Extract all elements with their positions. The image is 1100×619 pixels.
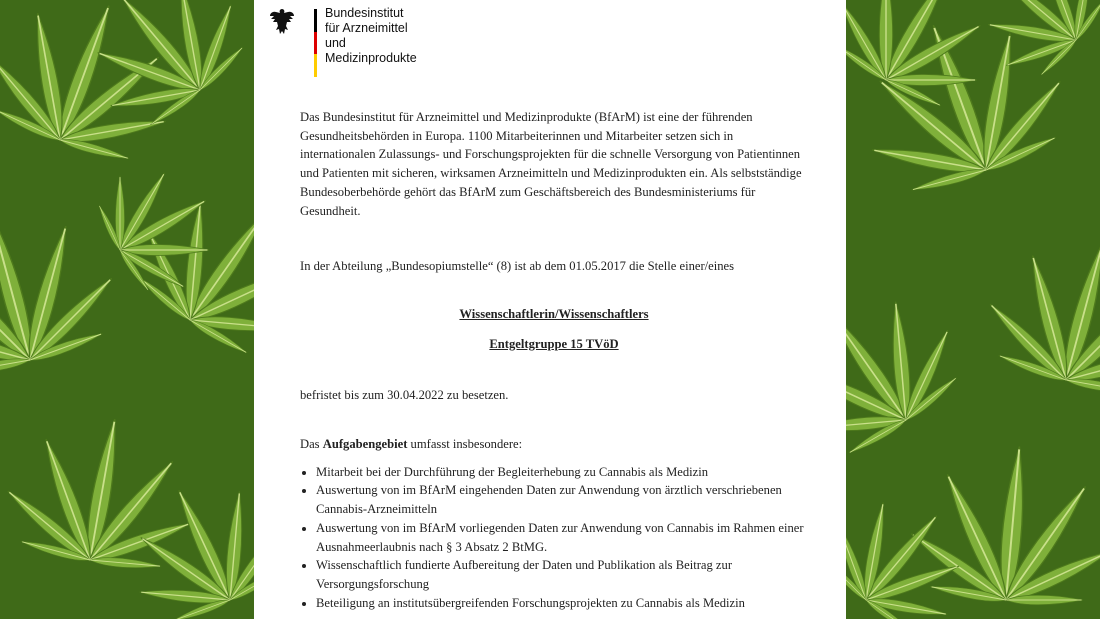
posting-body (300, 108, 808, 612)
pay-grade: Entgeltgruppe 15 TVöD (489, 336, 619, 351)
logo-line-3: und Medizinprodukte (325, 36, 417, 65)
task-item: • Beteiligung an institutsübergreifenden Forschungsprojekten zu Cannabis als Medizin (316, 594, 808, 613)
task-item: • Mitarbeit bei der Durchführung der Begleiterhebung zu Cannabis als Medizin (316, 463, 808, 482)
tasks-intro-bold: Aufgabengebiet (322, 437, 408, 452)
position-intro: In der Abteilung „Bundesopiumstelle“ (8) ist ab dem 01.05.2017 die Stelle einer/eines (300, 259, 735, 274)
tasks-intro-suffix: umfasst insbesondere: (407, 437, 523, 452)
cannabis-leaves-background-right (846, 0, 1100, 619)
task-list (300, 463, 808, 613)
logo-line-2: für Arzneimittel (325, 21, 408, 35)
german-flag-stripe (314, 9, 317, 77)
task-item: • Auswertung von im BfArM vorliegenden Daten zur Anwendung von Cannabis im Rahmen einer Ausnahmeerlaubnis nach § 3 Absatz 2 BtMG. (316, 519, 808, 556)
tasks-intro-prefix: Das (300, 437, 323, 452)
tasks-intro (300, 435, 808, 454)
cannabis-leaves-background-left (0, 0, 254, 619)
logo-line-1: Bundesinstitut (325, 6, 404, 20)
job-posting-document (254, 0, 846, 619)
limited-term: befristet bis zum 30.04.2022 zu besetzen. (300, 388, 509, 403)
job-title: Wissenschaftlerin/Wissenschaftlers (459, 306, 649, 321)
task-item: • Wissenschaftlich fundierte Aufbereitung der Daten und Publikation als Beitrag zur Versorgungsforschung (316, 556, 808, 593)
intro-paragraph: Das Bundesinstitut für Arzneimittel und Medizinprodukte (BfArM) ist eine der führenden Gesundheitsbehörden in Europa. 1100 Mitarbeiterinnen und Mitarbeiter setzen sich in internationalen Zulassungs- und Forschungsprojekten für die schnelle Versorgung von Patientinnen und Patienten mit sicheren, wirksamen Arzneimitteln und Medizinprodukten ein. Als selbstständige Bundesoberbehörde gehört das BfArM zum Geschäftsbereich des Bundesministeriums für Gesundheit. (300, 110, 802, 218)
bfarm-logo (268, 6, 428, 76)
federal-eagle-icon (268, 6, 296, 38)
task-item: • Auswertung von im BfArM eingehenden Daten zur Anwendung von ärztlich verschriebenen Cannabis-Arzneimitteln (316, 481, 808, 518)
institute-name (325, 6, 428, 66)
